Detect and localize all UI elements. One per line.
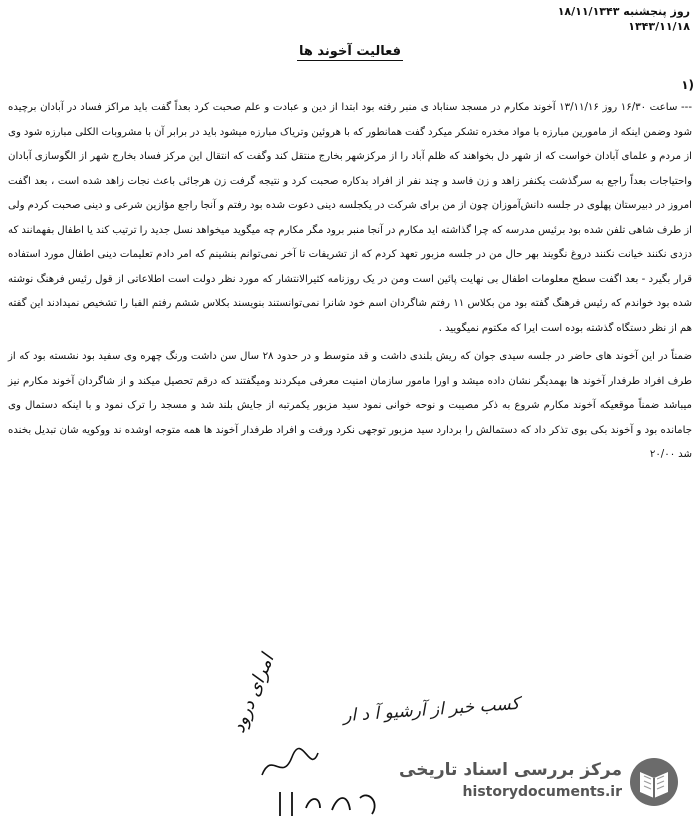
signature: امرای درود <box>228 651 279 736</box>
header-date <box>558 4 690 34</box>
archive-book-icon <box>628 756 680 808</box>
archive-url: historydocuments.ir <box>462 784 622 800</box>
report-paragraph-1: --- ساعت ۱۶/۳۰ روز ۱۳/۱۱/۱۶ آخوند مکارم در مسجد سناباد ی منبر رفته بود ابتدا از دین و عبادت و علم صحبت کرد بعداً گفت باید مراکز فساد در آبادان برچیده شود وضمن اینکه از مامورین مبارزه با مواد مخدره تشکر میکرد گفت همانطور که با هروئین وتریاک مبارزه میشود باید در برابر آن با مشروبات الکلی مبارزه شود وی از مردم و علمای آبادان خواست که از شهر دل بخواهند که ظلم آباد را از مرکزشهر بخارج منتقل کند وگفت که انتقال این مرکز فساد بخارج شهر از الگوسازی آبادان واحتیاجات بعداً راجع به سرگذشت یکنفر زاهد و زن فاسد و چند نفر از افراد بدکاره صحبت کرد و نتیجه گرفت زن هرجائی باعث نجات زاهد شده است ، بعد اگفت امروز در دبیرستان پهلوی در جلسه دانش‌آموزان چون از من برای شرکت در یکجلسه دینی دعوت شده بود رفتم و آنجا راجع مؤازین شرعی و دینی صحبت کردم ولی از طرف شاهی تلفن شده بود برئیس مدرسه که چرا گذاشته اید مکارم در آنجا منبر برود مگر مکارم چه میگوید میخواهد نسل جدید را ترتیب کند یا اطفال بفهمانند که دزدی نکنند خیانت نکنند دروغ نگویند بهر حال من در جلسه مزبور تعهد کردم که از تشریفات تا آخر نمی‌توانم بنشینم که امر دادم تعلیمات دینی اطفال مورد استفاده قرار بگیرد - بعد اگفت سطح معلومات اطفال بی نهایت پائین است ومن در یک روزنامه کثیرالانتشار که مورد نظر دولت است اطلاعاتی از قول رئیس فرهنگ نوشته شده بود خواندم که رئیس فرهنگ گفته بود من بکلاس ۱۱ رفتم شاگردان اسم خود شانرا نمی‌توانستند بنویسند بکلاس ششم رفتم الفبا را تشخیص نمیدادند این گفته هم از نظر دستگاه گذشته بوده است ایرا که مکتوم نمیگویید . <box>8 102 693 334</box>
scribble-icon <box>276 788 386 818</box>
document-title <box>0 44 700 59</box>
archive-name: مرکز بررسی اسناد تاریخی <box>399 760 622 780</box>
date-line-weekday: روز پنجشنبه ۱۸/۱۱/۱۳۴۳ <box>557 5 690 18</box>
handwritten-note: کسب خبر از آرشیو آ د ار <box>342 693 521 727</box>
archive-watermark <box>399 756 680 808</box>
signature-swash-icon <box>260 745 320 785</box>
handwritten-date <box>276 788 386 822</box>
item-number: ۱) <box>681 78 694 92</box>
document-title-text: فعالیت آخوند ها <box>299 44 401 59</box>
date-line-numeric: ۱۳۴۳/۱۱/۱۸ <box>628 20 690 33</box>
report-paragraph-2: ضمناً در این آخوند های حاضر در جلسه سیدی جوان که ریش بلندی داشت و قد متوسط و در حدود ۲۸ سال سن داشت ورنگ چهره وی سفید بود نشسته بود که از طرف افراد طرفدار آخوند ها بهمدیگر نشان داده میشد و اورا مامور سازمان امنیت معرفی میکردند ومیگفتند که درقم تحصیل میکند و از شاگردان آخوند مکارم نیز میباشد ضمناً موقعیکه آخوند مکارم شروع به ذکر مصیبت و نوحه خوانی نمود سید مزبور یکمرتبه از جایش بلند شد و مسجد را ترک نمود و با اینکه دستمال وی جامانده بود و آخوند بکی بوی تذکر داد که دستمالش را بردارد سید مزبور توجهی نکرد ورفت و افراد طرفدار آخوند ها همه متوجه اوشده ند ووکویه شان تبدیل بخنده شد ۲۰/۰۰ <box>8 351 692 460</box>
report-body <box>8 96 692 468</box>
